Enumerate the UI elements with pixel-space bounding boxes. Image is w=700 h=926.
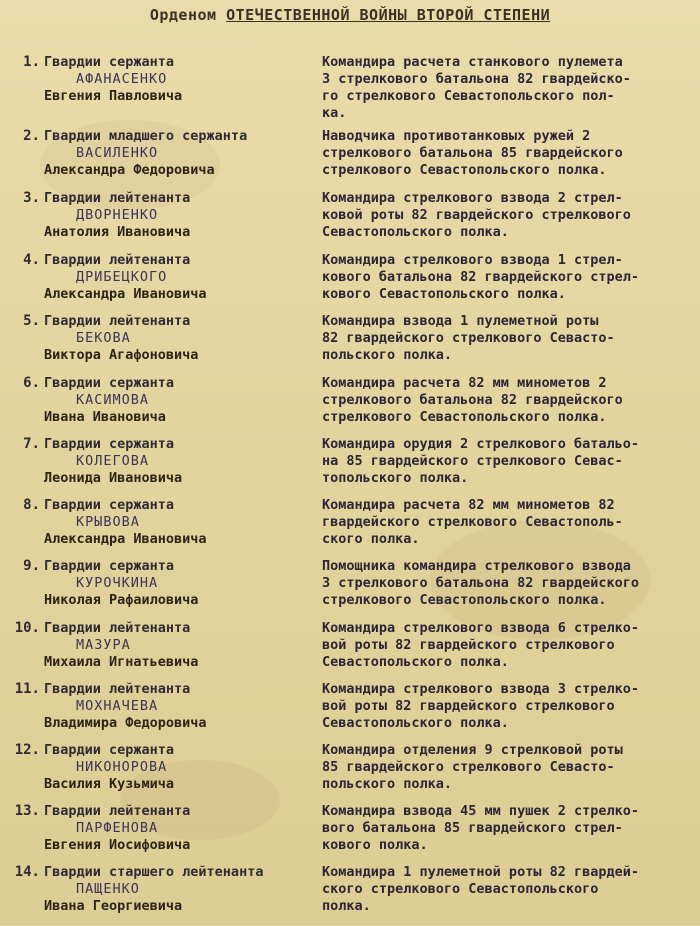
person-surname: ДРИБЕЦКОГО (76, 269, 168, 285)
entry-number: 14. (14, 864, 40, 880)
award-entry (0, 742, 700, 804)
entry-number: 12. (14, 742, 40, 758)
person-surname: ПАРФЕНОВА (76, 820, 159, 836)
person-surname: КУРОЧКИНА (76, 575, 159, 591)
position-line: Командира расчета 82 мм минометов 82 (322, 497, 615, 513)
person-block (44, 864, 314, 915)
person-block (44, 252, 314, 303)
award-entry (0, 54, 700, 121)
position-description (322, 497, 694, 548)
position-line: 3 стрелкового батальона 82 гвардейского (322, 575, 639, 591)
award-entry (0, 803, 700, 865)
person-rank: Гвардии младшего сержанта (44, 128, 248, 144)
person-rank: Гвардии сержанта (44, 558, 175, 574)
position-line: Командира расчета 82 мм минометов 2 (322, 375, 607, 391)
position-description (322, 313, 694, 364)
position-description (322, 620, 694, 671)
position-line: полка. (322, 898, 371, 914)
person-surname: АФАНАСЕНКО (76, 71, 168, 87)
person-rank: Гвардии сержанта (44, 54, 175, 70)
position-line: стрелкового Севастопольского полка. (322, 592, 607, 608)
person-block (44, 128, 314, 179)
person-surname: КРЫВОВА (76, 514, 140, 530)
person-given-names: Ивана Георгиевича (44, 898, 183, 914)
person-given-names: Николая Рафаиловича (44, 592, 199, 608)
position-description (322, 252, 694, 303)
position-line: го стрелкового Севастопольского пол- (322, 88, 615, 104)
entry-number: 10. (14, 620, 40, 636)
title-order-name: ОТЕЧЕСТВЕННОЙ ВОЙНЫ ВТОРОЙ СТЕПЕНИ (226, 6, 551, 24)
award-entry (0, 375, 700, 437)
position-description (322, 803, 694, 854)
position-line: Севастопольского полка. (322, 654, 509, 670)
position-line: Командира расчета станкового пулемета (322, 54, 623, 70)
position-line: ского полка. (322, 531, 420, 547)
person-rank: Гвардии лейтенанта (44, 190, 191, 206)
person-surname: ВАСИЛЕНКО (76, 145, 159, 161)
person-rank: Гвардии лейтенанта (44, 620, 191, 636)
position-line: Командира орудия 2 стрелкового батальо- (322, 436, 639, 452)
person-given-names: Михаила Игнатьевича (44, 654, 199, 670)
person-given-names: Александра Федоровича (44, 162, 215, 178)
person-surname: КАСИМОВА (76, 392, 150, 408)
award-entry (0, 128, 700, 190)
position-line: Командира отделения 9 стрелковой роты (322, 742, 623, 758)
person-rank: Гвардии сержанта (44, 497, 175, 513)
position-line: кового батальона 82 гвардейского стрел- (322, 269, 639, 285)
position-line: Командира стрелкового взвода 3 стрелко- (322, 681, 639, 697)
position-description (322, 864, 694, 915)
position-line: вой роты 82 гвардейского стрелкового (322, 698, 615, 714)
person-block (44, 681, 314, 732)
person-block (44, 436, 314, 487)
position-line: Командира 1 пулеметной роты 82 гвардей- (322, 864, 639, 880)
award-entry (0, 864, 700, 926)
entry-number: 3. (23, 190, 40, 206)
person-given-names: Леонида Ивановича (44, 470, 183, 486)
entry-number: 4. (23, 252, 40, 268)
award-entry (0, 252, 700, 314)
person-given-names: Евгения Павловича (44, 88, 183, 104)
award-entry (0, 190, 700, 252)
position-line: вого батальона 85 гвардейского стрел- (322, 820, 623, 836)
position-description (322, 190, 694, 241)
award-entry (0, 313, 700, 375)
position-description (322, 54, 694, 122)
person-rank: Гвардии лейтенанта (44, 803, 191, 819)
position-line: ка. (322, 105, 347, 121)
entry-number: 2. (23, 128, 40, 144)
entry-number: 8. (23, 497, 40, 513)
position-line: кового Севастопольского полка. (322, 286, 566, 302)
position-line: топольского полка. (322, 470, 469, 486)
position-description (322, 128, 694, 179)
person-rank: Гвардии сержанта (44, 436, 175, 452)
person-rank: Гвардии сержанта (44, 742, 175, 758)
position-line: стрелкового батальона 85 гвардейского (322, 145, 623, 161)
position-line: Командира стрелкового взвода 2 стрел- (322, 190, 623, 206)
person-given-names: Виктора Агафоновича (44, 347, 199, 363)
award-entry (0, 436, 700, 498)
person-given-names: Ивана Ивановича (44, 409, 166, 425)
entry-number: 1. (23, 54, 40, 70)
award-entry (0, 681, 700, 743)
position-description (322, 436, 694, 487)
position-line: кового полка. (322, 837, 428, 853)
entry-number: 5. (23, 313, 40, 329)
person-given-names: Владимира Федоровича (44, 715, 207, 731)
entry-number: 11. (14, 681, 40, 697)
person-given-names: Василия Кузьмича (44, 776, 175, 792)
person-rank: Гвардии лейтенанта (44, 313, 191, 329)
person-block (44, 375, 314, 426)
position-line: Командира взвода 1 пулеметной роты (322, 313, 599, 329)
person-given-names: Александра Ивановича (44, 531, 207, 547)
person-block (44, 497, 314, 548)
position-line: Командира взвода 45 мм пушек 2 стрелко- (322, 803, 639, 819)
entry-number: 6. (23, 375, 40, 391)
position-description (322, 681, 694, 732)
position-line: польского полка. (322, 776, 453, 792)
person-block (44, 313, 314, 364)
position-description (322, 375, 694, 426)
person-surname: МАЗУРА (76, 637, 131, 653)
person-surname: ДВОРНЕНКО (76, 207, 159, 223)
person-surname: НИКОНОРОВА (76, 759, 168, 775)
position-line: 3 стрелкового батальона 82 гвардейско- (322, 71, 631, 87)
person-given-names: Евгения Иосифовича (44, 837, 191, 853)
person-block (44, 190, 314, 241)
person-surname: МОХНАЧЕВА (76, 698, 159, 714)
person-block (44, 54, 314, 105)
page-title (0, 6, 700, 24)
award-entry (0, 497, 700, 559)
position-line: Командира стрелкового взвода 6 стрелко- (322, 620, 639, 636)
position-line: Наводчика противотанковых ружей 2 (322, 128, 591, 144)
person-surname: КОЛЕГОВА (76, 453, 150, 469)
position-description (322, 742, 694, 793)
person-rank: Гвардии сержанта (44, 375, 175, 391)
person-given-names: Анатолия Ивановича (44, 224, 191, 240)
position-line: вой роты 82 гвардейского стрелкового (322, 637, 615, 653)
position-line: ковой роты 82 гвардейского стрелкового (322, 207, 631, 223)
person-block (44, 558, 314, 609)
person-given-names: Александра Ивановича (44, 286, 207, 302)
position-line: 82 гвардейского стрелкового Севасто- (322, 330, 615, 346)
entry-number: 9. (23, 558, 40, 574)
position-line: стрелкового батальона 82 гвардейского (322, 392, 623, 408)
position-line: 85 гвардейского стрелкового Севасто- (322, 759, 615, 775)
entry-number: 13. (14, 803, 40, 819)
position-line: гвардейского стрелкового Севастополь- (322, 514, 623, 530)
position-line: Командира стрелкового взвода 1 стрел- (322, 252, 623, 268)
person-rank: Гвардии лейтенанта (44, 252, 191, 268)
position-line: польского полка. (322, 347, 453, 363)
person-block (44, 742, 314, 793)
person-rank: Гвардии лейтенанта (44, 681, 191, 697)
person-block (44, 620, 314, 671)
position-line: ского стрелкового Севастопольского (322, 881, 599, 897)
person-rank: Гвардии старшего лейтенанта (44, 864, 264, 880)
position-description (322, 558, 694, 609)
person-surname: ПАЩЕНКО (76, 881, 140, 897)
person-surname: БЕКОВА (76, 330, 131, 346)
position-line: Помощника командира стрелкового взвода (322, 558, 631, 574)
award-entry (0, 620, 700, 682)
position-line: стрелкового Севастопольского полка. (322, 409, 607, 425)
entry-number: 7. (23, 436, 40, 452)
award-entry (0, 558, 700, 620)
position-line: Севастопольского полка. (322, 224, 509, 240)
position-line: стрелкового Севастопольского полка. (322, 162, 607, 178)
position-line: на 85 гвардейского стрелкового Севас- (322, 453, 623, 469)
position-line: Севастопольского полка. (322, 715, 509, 731)
title-prefix: Орденом (149, 6, 227, 24)
person-block (44, 803, 314, 854)
